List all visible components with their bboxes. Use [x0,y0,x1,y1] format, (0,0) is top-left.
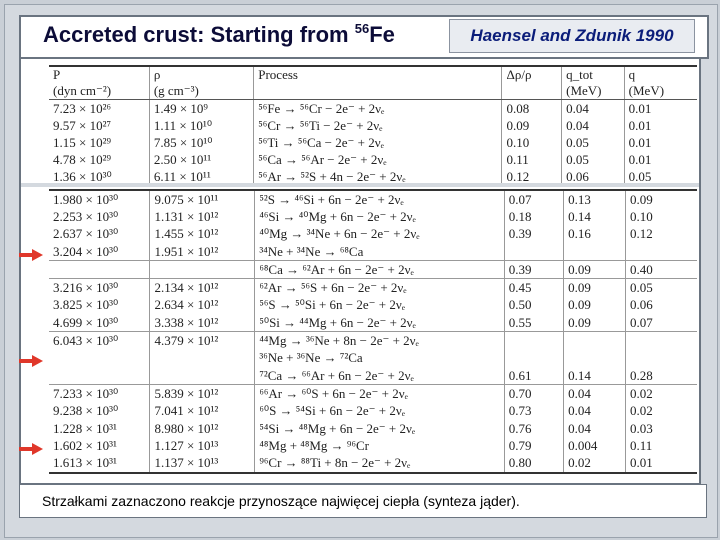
cell-delta-rho: 0.10 [502,134,562,151]
cell-process: ³⁴Ne + ³⁴Ne → ⁶⁸Ca [255,243,504,261]
slide-title: Accreted crust: Starting from $^{56}$Fe [43,21,395,47]
cell-q: 0.09 [625,190,697,208]
cell-process: ⁹⁶Cr → ⁸⁸Ti + 8n − 2e⁻ + 2νₑ [255,454,504,472]
cell-pressure: P [53,67,61,82]
cell-delta-rho: 0.61 [504,367,563,385]
cell-q: 0.03 [625,420,697,437]
table-row [49,134,697,151]
cell-pressure: 7.233 × 10³⁰ [53,385,119,401]
cell-q-tot: 0.09 [564,314,626,332]
cell-pressure: 4.78 × 10²⁹ [53,151,112,167]
cell-q: 0.01 [625,454,697,472]
cell-delta-rho: 0.08 [502,100,562,118]
cell-pressure: 1.36 × 10³⁰ [53,168,112,184]
table-row [49,350,697,367]
table-row [49,437,697,454]
table-initial-captures [49,65,697,187]
table-row [49,332,697,350]
cell-density: 6.11 × 10¹¹ [149,168,253,186]
cell-pressure: 2.253 × 10³⁰ [53,208,119,224]
cell-delta-rho [504,243,563,261]
cell-density: 1.137 × 10¹³ [150,454,255,472]
cell-process: ⁵⁶Fe → ⁵⁶Cr − 2e⁻ + 2νₑ [254,100,502,118]
table-row [49,190,697,208]
cell-density: 1.127 × 10¹³ [150,437,255,454]
cell-process: ⁵⁶Ca → ⁵⁶Ar − 2e⁻ + 2νₑ [254,151,502,168]
slide [4,4,718,538]
title-bar [19,15,709,59]
cell-density: 4.379 × 10¹² [150,332,255,350]
red-arrow-icon [19,443,43,455]
cell-delta-rho: Δρ/ρ [502,66,562,83]
reference-label: Haensel and Zdunik 1990 [449,19,695,53]
cell-q-tot: 0.04 [564,420,626,437]
cell-density: 9.075 × 10¹¹ [150,190,255,208]
cell-q-tot: 0.04 [562,117,625,134]
cell-q: 0.40 [625,261,697,279]
cell-process [254,83,502,100]
cell-q: 0.02 [625,385,697,403]
cell-q: 0.01 [624,134,697,151]
cell-density: 1.951 × 10¹² [150,243,255,261]
cell-delta-rho: 0.79 [504,437,563,454]
cell-process: ⁵⁶Ti → ⁵⁶Ca − 2e⁻ + 2νₑ [254,134,502,151]
cell-q: (MeV) [624,83,697,100]
cell-delta-rho: 0.50 [504,297,563,314]
cell-pressure: 3.204 × 10³⁰ [49,243,150,261]
cell-q: q [624,66,697,83]
cell-process: ⁶⁶Ar → ⁶⁰S + 6n − 2e⁻ + 2νₑ [255,385,504,403]
cell-process: ⁴⁶Si → ⁴⁰Mg + 6n − 2e⁻ + 2νₑ [255,208,504,225]
cell-q-tot: 0.04 [564,403,626,420]
cell-density [150,350,255,367]
cell-delta-rho: 0.12 [502,168,562,186]
cell-density: 7.85 × 10¹⁰ [149,134,253,151]
cell-q-tot: 0.02 [564,454,626,472]
cell-q-tot: 0.09 [564,261,626,279]
cell-q: 0.10 [625,208,697,225]
table-row [49,117,697,134]
cell-q-tot: 0.04 [564,385,626,403]
table-row [49,367,697,385]
cell-delta-rho: 0.11 [502,151,562,168]
table-row [49,100,697,118]
cell-pressure: 9.57 × 10²⁷ [53,117,112,133]
table-row [49,403,697,420]
cell-pressure: 1.602 × 10³¹ [53,437,117,453]
cell-pressure: 4.699 × 10³⁰ [49,314,150,332]
cell-q [625,332,697,350]
cell-density: 8.980 × 10¹² [150,420,255,437]
cell-q: 0.06 [625,297,697,314]
cell-q-tot: 0.09 [564,297,626,314]
red-arrow-icon [19,355,43,367]
cell-delta-rho [504,350,563,367]
cell-pressure: 3.216 × 10³⁰ [53,280,119,296]
cell-density: 1.49 × 10⁹ [149,100,253,118]
cell-process: ⁵⁶S → ⁵⁰Si + 6n − 2e⁻ + 2νₑ [255,297,504,314]
cell-pressure [49,367,150,385]
cell-q-tot: 0.06 [562,168,625,186]
cell-pressure: 3.825 × 10³⁰ [53,297,119,313]
table-row [49,385,697,403]
cell-q-tot: 0.004 [564,437,626,454]
cell-delta-rho: 0.80 [504,454,563,472]
cell-pressure: 1.980 × 10³⁰ [53,191,119,207]
cell-pressure: 1.15 × 10²⁹ [53,134,112,150]
cell-q-tot: 0.14 [564,208,626,225]
cell-q-tot [564,350,626,367]
table-row [49,226,697,243]
cell-delta-rho: 0.45 [504,279,563,297]
cell-q-tot [564,332,626,350]
cell-q-tot: (MeV) [562,83,625,100]
caption-box [19,484,707,518]
cell-q [625,243,697,261]
cell-delta-rho: 0.55 [504,314,563,332]
cell-pressure: 1.613 × 10³¹ [53,455,117,471]
cell-process: ⁵⁰Si → ⁴⁴Mg + 6n − 2e⁻ + 2νₑ [255,314,504,332]
cell-delta-rho: 0.39 [504,226,563,243]
cell-density: ρ [149,66,253,83]
cell-process: ⁵⁴Si → ⁴⁸Mg + 6n − 2e⁻ + 2νₑ [255,420,504,437]
cell-process: ⁴⁴Mg → ³⁶Ne + 8n − 2e⁻ + 2νₑ [255,332,504,350]
cell-q: 0.01 [624,151,697,168]
cell-process: ⁷²Ca → ⁶⁶Ar + 6n − 2e⁻ + 2νₑ [255,367,504,385]
cell-q: 0.05 [624,168,697,186]
cell-process: ⁴⁰Mg → ³⁴Ne + 6n − 2e⁻ + 2νₑ [255,226,504,243]
table-row [49,314,697,332]
table-row [49,261,697,279]
table-row [49,208,697,225]
cell-q: 0.01 [624,100,697,118]
cell-q-tot: 0.16 [564,226,626,243]
table-row [49,83,697,100]
cell-delta-rho: 0.07 [504,190,563,208]
cell-q-tot: 0.13 [564,190,626,208]
table-panel [19,57,701,485]
table-row [49,151,697,168]
cell-density: 2.134 × 10¹² [150,279,255,297]
cell-delta-rho: 0.70 [504,385,563,403]
table-row [49,297,697,314]
cell-q-tot: 0.09 [564,279,626,297]
cell-density: 3.338 × 10¹² [150,314,255,332]
cell-density: 2.634 × 10¹² [150,297,255,314]
cell-q: 0.05 [625,279,697,297]
cell-density: 2.50 × 10¹¹ [149,151,253,168]
cell-delta-rho: 0.73 [504,403,563,420]
cell-delta-rho [504,332,563,350]
cell-delta-rho [502,83,562,100]
cell-delta-rho: 0.09 [502,117,562,134]
cell-q-tot: 0.04 [562,100,625,118]
cell-pressure: 2.637 × 10³⁰ [53,226,119,242]
table-row [49,279,697,297]
cell-density [150,367,255,385]
cell-q: 0.07 [625,314,697,332]
table-row [49,66,697,83]
cell-density: 1.11 × 10¹⁰ [149,117,253,134]
cell-density: 5.839 × 10¹² [150,385,255,403]
cell-process: ⁵²S → ⁴⁶Si + 6n − 2e⁻ + 2νₑ [255,190,504,208]
cell-process: ⁵⁶Cr → ⁵⁶Ti − 2e⁻ + 2νₑ [254,117,502,134]
cell-density: 1.131 × 10¹² [150,208,255,225]
cell-q: 0.11 [625,437,697,454]
cell-q: 0.12 [625,226,697,243]
cell-q [625,350,697,367]
cell-pressure: 9.238 × 10³⁰ [53,403,119,419]
cell-process: ⁴⁸Mg + ⁴⁸Mg → ⁹⁶Cr [255,437,504,454]
cell-q: 0.02 [625,403,697,420]
table-row [49,420,697,437]
cell-q-tot: 0.05 [562,134,625,151]
cell-density: (g cm⁻³) [149,83,253,100]
cell-pressure [49,261,150,279]
cell-process: ³⁶Ne + ³⁶Ne → ⁷²Ca [255,350,504,367]
cell-density [150,261,255,279]
cell-density: 7.041 × 10¹² [150,403,255,420]
cell-process: ⁶²Ar → ⁵⁶S + 6n − 2e⁻ + 2νₑ [255,279,504,297]
cell-delta-rho: 0.76 [504,420,563,437]
caption-text: Strzałkami zaznaczono reakcje przynoszące najwięcej ciepła (synteza jąder). [42,493,520,509]
cell-process: ⁶⁰S → ⁵⁴Si + 6n − 2e⁻ + 2νₑ [255,403,504,420]
table-row [49,243,697,261]
cell-pressure: 1.228 × 10³¹ [53,420,117,436]
cell-q-tot: 0.14 [564,367,626,385]
cell-pressure [49,350,150,367]
red-arrow-icon [19,249,43,261]
cell-q: 0.01 [624,117,697,134]
cell-delta-rho: 0.39 [504,261,563,279]
cell-pressure: 7.23 × 10²⁶ [53,100,112,116]
table-row [49,454,697,472]
cell-delta-rho: 0.18 [504,208,563,225]
cell-process: ⁶⁸Ca → ⁶²Ar + 6n − 2e⁻ + 2νₑ [255,261,504,279]
cell-pressure: (dyn cm⁻²) [49,83,149,100]
cell-density: 1.455 × 10¹² [150,226,255,243]
table-divider [21,183,699,187]
cell-pressure: 6.043 × 10³⁰ [53,333,119,349]
table-pycnonuclear-reactions [49,189,697,474]
cell-process: Process [254,66,502,83]
cell-q-tot: 0.05 [562,151,625,168]
cell-q-tot [564,243,626,261]
cell-q: 0.28 [625,367,697,385]
cell-q-tot: q_tot [562,66,625,83]
cell-process: ⁵⁶Ar → ⁵²S + 4n − 2e⁻ + 2νₑ [254,168,502,186]
